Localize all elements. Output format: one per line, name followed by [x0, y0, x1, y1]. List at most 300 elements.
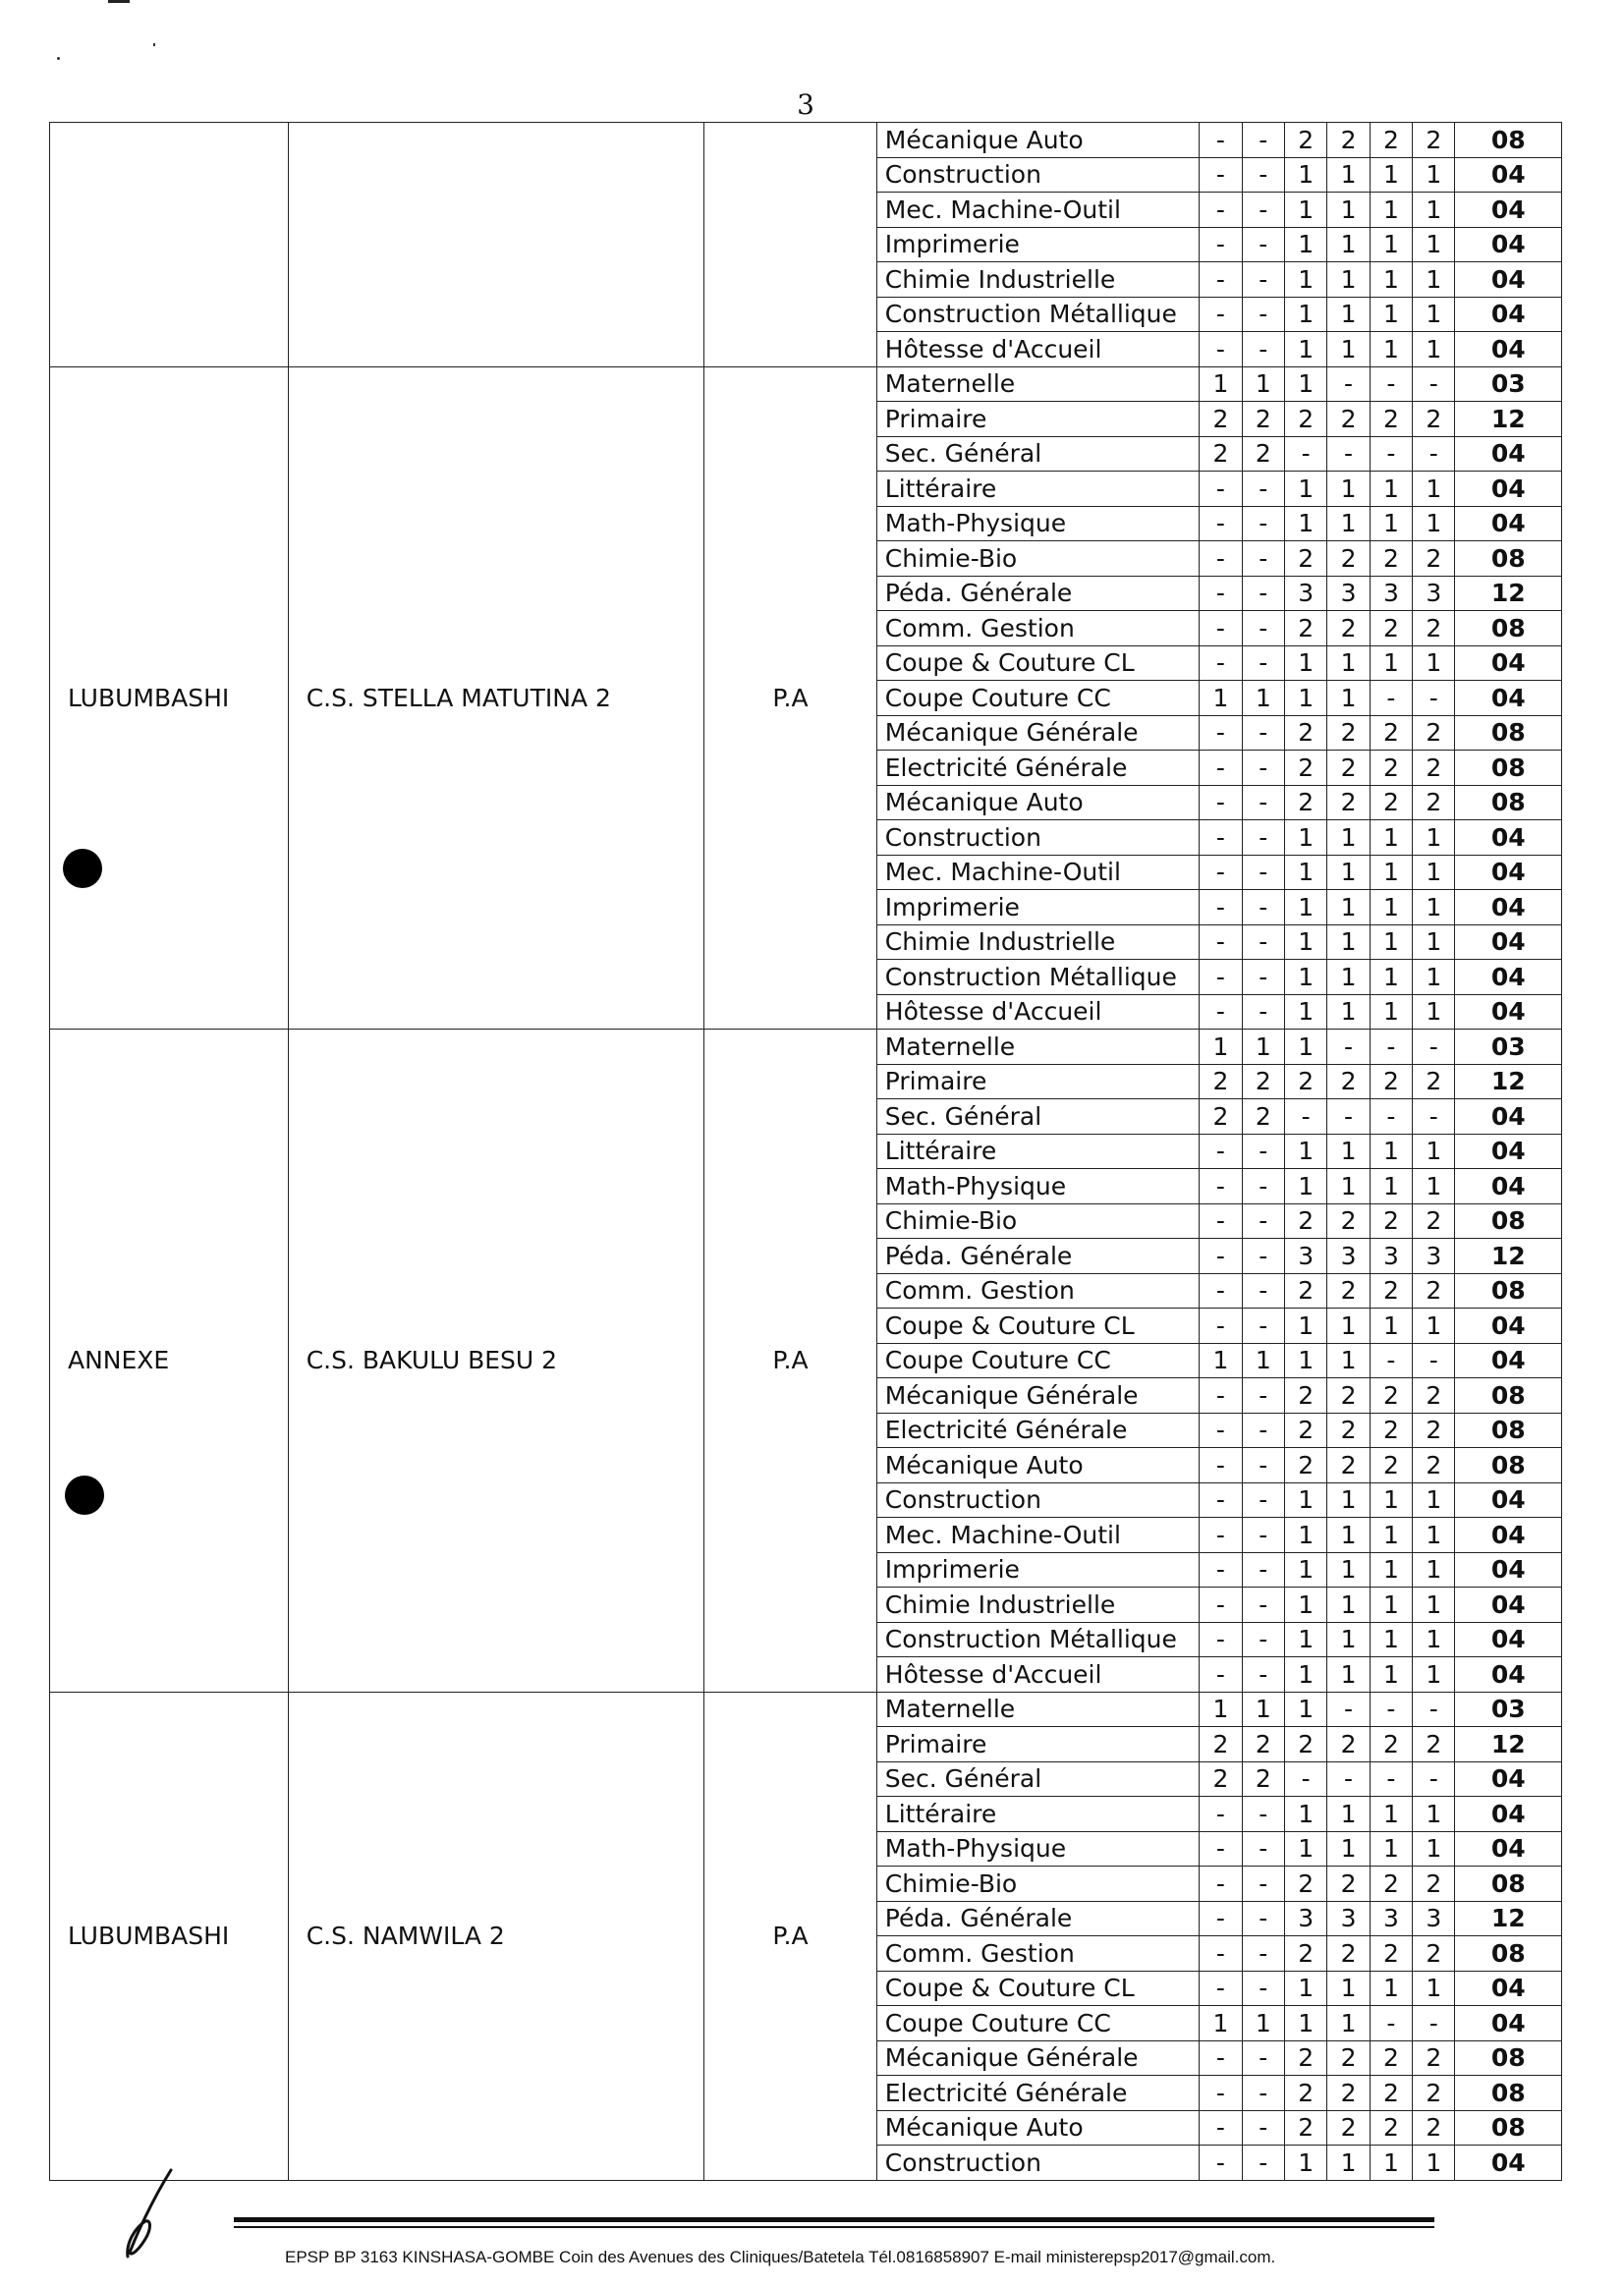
total-cell: 04 [1455, 1552, 1562, 1588]
class-count-cell: - [1413, 366, 1455, 402]
class-count-cell: - [1200, 332, 1242, 367]
class-count-cell: 1 [1284, 472, 1326, 507]
class-count-cell: 1 [1242, 681, 1284, 716]
option-cell: Construction [876, 820, 1199, 856]
class-count-cell: 1 [1327, 1588, 1370, 1623]
class-count-cell: - [1370, 436, 1412, 472]
class-count-cell: - [1242, 645, 1284, 681]
class-count-cell: 3 [1284, 1901, 1326, 1936]
class-count-cell: 1 [1413, 472, 1455, 507]
class-count-cell: - [1242, 2076, 1284, 2111]
class-count-cell: - [1242, 1936, 1284, 1972]
class-count-cell: 3 [1413, 576, 1455, 611]
class-count-cell: - [1413, 1692, 1455, 1727]
class-count-cell: 1 [1370, 332, 1412, 367]
option-cell: Chimie Industrielle [876, 262, 1199, 298]
class-count-cell: - [1284, 1761, 1326, 1797]
class-count-cell: 1 [1327, 1971, 1370, 2006]
class-count-cell: - [1242, 1901, 1284, 1936]
scan-speck [153, 43, 155, 46]
class-count-cell: 2 [1413, 1727, 1455, 1762]
class-count-cell: 1 [1284, 681, 1326, 716]
class-count-cell: 1 [1327, 1552, 1370, 1588]
class-count-cell: 1 [1327, 2006, 1370, 2041]
class-count-cell: - [1200, 1622, 1242, 1657]
class-count-cell: 1 [1370, 1309, 1412, 1344]
class-count-cell: 1 [1327, 227, 1370, 262]
class-count-cell: - [1370, 1692, 1412, 1727]
class-count-cell: 1 [1413, 924, 1455, 960]
class-count-cell: - [1242, 193, 1284, 228]
class-count-cell: 1 [1284, 890, 1326, 925]
class-count-cell: - [1242, 994, 1284, 1030]
footer-address: EPSP BP 3163 KINSHASA-GOMBE Coin des Avenues des Cliniques/Batetela Tél.0816858907 E-mail ministerepsp2017@gmail.com. [285, 2248, 1276, 2266]
total-cell: 04 [1455, 472, 1562, 507]
option-cell: Maternelle [876, 1692, 1199, 1727]
class-count-cell: 2 [1242, 1727, 1284, 1762]
class-count-cell: - [1200, 227, 1242, 262]
city-cell: LUBUMBASHI [50, 366, 289, 1030]
option-cell: Imprimerie [876, 1552, 1199, 1588]
class-count-cell: 2 [1200, 1064, 1242, 1099]
class-count-cell: 1 [1370, 1797, 1412, 1832]
class-count-cell: 3 [1370, 576, 1412, 611]
class-count-cell: - [1200, 611, 1242, 646]
class-count-cell: 1 [1284, 1518, 1326, 1553]
class-count-cell: 1 [1242, 366, 1284, 402]
class-count-cell: - [1242, 472, 1284, 507]
class-count-cell: - [1327, 366, 1370, 402]
class-count-cell: 1 [1284, 1797, 1326, 1832]
class-count-cell: 2 [1370, 2040, 1412, 2076]
class-count-cell: - [1242, 1413, 1284, 1448]
class-count-cell: 1 [1413, 645, 1455, 681]
option-cell: Maternelle [876, 1030, 1199, 1065]
class-count-cell: 1 [1370, 227, 1412, 262]
class-count-cell: - [1370, 1099, 1412, 1135]
class-count-cell: 1 [1370, 193, 1412, 228]
class-count-cell: 2 [1370, 1936, 1412, 1972]
class-count-cell: - [1370, 2006, 1412, 2041]
class-count-cell: 1 [1370, 157, 1412, 193]
class-count-cell: - [1370, 681, 1412, 716]
class-count-cell: - [1200, 2040, 1242, 2076]
class-count-cell: 1 [1284, 157, 1326, 193]
class-count-cell: 2 [1284, 1448, 1326, 1483]
total-cell: 04 [1455, 506, 1562, 541]
class-count-cell: 2 [1327, 123, 1370, 158]
class-count-cell: - [1242, 332, 1284, 367]
option-cell: Mécanique Générale [876, 715, 1199, 751]
class-count-cell: 2 [1370, 1448, 1412, 1483]
class-count-cell: 1 [1370, 472, 1412, 507]
class-count-cell: 2 [1327, 2110, 1370, 2146]
class-count-cell: 2 [1370, 1378, 1412, 1414]
class-count-cell: 1 [1370, 1588, 1412, 1623]
class-count-cell: 1 [1327, 472, 1370, 507]
footer-rule-thick [234, 2217, 1434, 2222]
class-count-cell: - [1200, 472, 1242, 507]
total-cell: 04 [1455, 924, 1562, 960]
class-count-cell: 1 [1413, 1831, 1455, 1867]
class-count-cell: 2 [1370, 1867, 1412, 1902]
option-cell: Electricité Générale [876, 2076, 1199, 2111]
class-count-cell: - [1370, 366, 1412, 402]
class-count-cell: 2 [1284, 611, 1326, 646]
class-count-cell: 1 [1327, 1134, 1370, 1169]
class-count-cell: 1 [1370, 262, 1412, 298]
class-count-cell: 3 [1413, 1239, 1455, 1274]
total-cell: 04 [1455, 1134, 1562, 1169]
class-count-cell: 1 [1370, 1971, 1412, 2006]
nature-cell: P.A [704, 366, 877, 1030]
class-count-cell: 1 [1413, 1309, 1455, 1344]
total-cell: 04 [1455, 1831, 1562, 1867]
class-count-cell: 2 [1413, 1378, 1455, 1414]
class-count-cell: - [1242, 576, 1284, 611]
class-count-cell: 2 [1327, 1273, 1370, 1309]
class-count-cell: - [1242, 785, 1284, 820]
class-count-cell: 2 [1327, 402, 1370, 437]
total-cell: 08 [1455, 2076, 1562, 2111]
class-count-cell: - [1242, 506, 1284, 541]
class-count-cell: 1 [1284, 366, 1326, 402]
class-count-cell: 3 [1284, 1239, 1326, 1274]
class-count-cell: 1 [1284, 227, 1326, 262]
class-count-cell: - [1200, 1831, 1242, 1867]
class-count-cell: 1 [1370, 506, 1412, 541]
class-count-cell: 1 [1284, 855, 1326, 890]
class-count-cell: - [1200, 1518, 1242, 1553]
class-count-cell: 1 [1327, 262, 1370, 298]
class-count-cell: - [1200, 506, 1242, 541]
class-count-cell: 1 [1200, 1692, 1242, 1727]
table-row [50, 366, 1562, 402]
class-count-cell: 2 [1370, 715, 1412, 751]
class-count-cell: 1 [1370, 2146, 1412, 2181]
class-count-cell: - [1413, 1343, 1455, 1378]
class-count-cell: - [1242, 2110, 1284, 2146]
class-count-cell: - [1200, 1203, 1242, 1239]
class-count-cell: - [1200, 1482, 1242, 1518]
class-count-cell: - [1200, 576, 1242, 611]
class-count-cell: 1 [1327, 855, 1370, 890]
total-cell: 04 [1455, 262, 1562, 298]
class-count-cell: 1 [1327, 1797, 1370, 1832]
class-count-cell: 2 [1413, 611, 1455, 646]
class-count-cell: 1 [1327, 960, 1370, 995]
class-count-cell: 2 [1327, 2076, 1370, 2111]
class-count-cell: 1 [1413, 1971, 1455, 2006]
class-count-cell: 2 [1370, 1064, 1412, 1099]
class-count-cell: 1 [1370, 960, 1412, 995]
class-count-cell: 1 [1370, 1134, 1412, 1169]
total-cell: 04 [1455, 855, 1562, 890]
option-cell: Construction Métallique [876, 297, 1199, 332]
class-count-cell: 1 [1327, 890, 1370, 925]
option-cell: Comm. Gestion [876, 611, 1199, 646]
class-count-cell: 1 [1284, 1134, 1326, 1169]
class-count-cell: 2 [1284, 1936, 1326, 1972]
class-count-cell: 2 [1370, 123, 1412, 158]
total-cell: 08 [1455, 1273, 1562, 1309]
class-count-cell: 1 [1413, 193, 1455, 228]
class-count-cell: 1 [1327, 1831, 1370, 1867]
option-cell: Mécanique Générale [876, 2040, 1199, 2076]
class-count-cell: - [1200, 1971, 1242, 2006]
option-cell: Comm. Gestion [876, 1936, 1199, 1972]
class-count-cell: 2 [1284, 1203, 1326, 1239]
class-count-cell: 2 [1327, 1867, 1370, 1902]
class-count-cell: - [1242, 1309, 1284, 1344]
class-count-cell: 2 [1242, 402, 1284, 437]
class-count-cell: 1 [1200, 1030, 1242, 1065]
nature-cell [704, 123, 877, 367]
class-count-cell: 1 [1327, 1343, 1370, 1378]
option-cell: Math-Physique [876, 506, 1199, 541]
class-count-cell: - [1284, 436, 1326, 472]
class-count-cell: 1 [1370, 994, 1412, 1030]
option-cell: Coupe Couture CC [876, 681, 1199, 716]
class-count-cell: - [1200, 1588, 1242, 1623]
class-count-cell: 2 [1370, 1203, 1412, 1239]
class-count-cell: - [1242, 2146, 1284, 2181]
total-cell: 12 [1455, 1727, 1562, 1762]
option-cell: Chimie-Bio [876, 1203, 1199, 1239]
class-count-cell: - [1200, 645, 1242, 681]
total-cell: 12 [1455, 1901, 1562, 1936]
class-count-cell: 1 [1284, 924, 1326, 960]
class-count-cell: - [1242, 2040, 1284, 2076]
class-count-cell: 2 [1370, 751, 1412, 786]
total-cell: 04 [1455, 1761, 1562, 1797]
option-cell: Math-Physique [876, 1169, 1199, 1204]
class-count-cell: 1 [1284, 2146, 1326, 2181]
class-count-cell: 1 [1327, 994, 1370, 1030]
class-count-cell: - [1242, 1552, 1284, 1588]
class-count-cell: - [1370, 1761, 1412, 1797]
schools-options-table [49, 122, 1562, 2181]
total-cell: 04 [1455, 1971, 1562, 2006]
total-cell: 08 [1455, 1413, 1562, 1448]
class-count-cell: 1 [1413, 1482, 1455, 1518]
class-count-cell: - [1242, 1831, 1284, 1867]
option-cell: Hôtesse d'Accueil [876, 1657, 1199, 1693]
class-count-cell: 3 [1370, 1239, 1412, 1274]
class-count-cell: 1 [1413, 332, 1455, 367]
option-cell: Mécanique Auto [876, 123, 1199, 158]
class-count-cell: 1 [1413, 1552, 1455, 1588]
handwritten-signature [122, 2166, 181, 2264]
class-count-cell: 1 [1327, 1657, 1370, 1693]
class-count-cell: - [1200, 1867, 1242, 1902]
total-cell: 04 [1455, 1169, 1562, 1204]
option-cell: Imprimerie [876, 890, 1199, 925]
class-count-cell: 1 [1200, 681, 1242, 716]
school-cell: C.S. NAMWILA 2 [288, 1692, 703, 2180]
class-count-cell: - [1200, 751, 1242, 786]
class-count-cell: 2 [1284, 1378, 1326, 1414]
class-count-cell: 1 [1284, 193, 1326, 228]
class-count-cell: - [1413, 1030, 1455, 1065]
class-count-cell: 2 [1327, 1448, 1370, 1483]
class-count-cell: - [1242, 1622, 1284, 1657]
class-count-cell: 2 [1327, 1727, 1370, 1762]
class-count-cell: - [1242, 1273, 1284, 1309]
total-cell: 04 [1455, 227, 1562, 262]
class-count-cell: 2 [1284, 1064, 1326, 1099]
class-count-cell: - [1242, 541, 1284, 577]
class-count-cell: 2 [1413, 1273, 1455, 1309]
total-cell: 12 [1455, 402, 1562, 437]
class-count-cell: 1 [1413, 820, 1455, 856]
class-count-cell: 2 [1413, 715, 1455, 751]
nature-cell: P.A [704, 1030, 877, 1693]
total-cell: 04 [1455, 1622, 1562, 1657]
class-count-cell: - [1242, 227, 1284, 262]
option-cell: Sec. Général [876, 1099, 1199, 1135]
class-count-cell: 1 [1327, 645, 1370, 681]
class-count-cell: 1 [1284, 1831, 1326, 1867]
class-count-cell: 1 [1413, 994, 1455, 1030]
class-count-cell: 1 [1200, 366, 1242, 402]
class-count-cell: 1 [1284, 820, 1326, 856]
total-cell: 12 [1455, 576, 1562, 611]
class-count-cell: 2 [1370, 611, 1412, 646]
class-count-cell: 1 [1370, 1482, 1412, 1518]
school-cell: C.S. STELLA MATUTINA 2 [288, 366, 703, 1030]
class-count-cell: 1 [1327, 1622, 1370, 1657]
class-count-cell: - [1242, 157, 1284, 193]
scan-dash-mark [108, 0, 130, 3]
class-count-cell: 3 [1413, 1901, 1455, 1936]
class-count-cell: 1 [1327, 1169, 1370, 1204]
class-count-cell: - [1242, 1378, 1284, 1414]
option-cell: Construction [876, 1482, 1199, 1518]
class-count-cell: 1 [1370, 820, 1412, 856]
option-cell: Maternelle [876, 366, 1199, 402]
table-row [50, 123, 1562, 158]
class-count-cell: 2 [1413, 1413, 1455, 1448]
class-count-cell: - [1327, 1761, 1370, 1797]
option-cell: Coupe & Couture CL [876, 645, 1199, 681]
option-cell: Chimie Industrielle [876, 1588, 1199, 1623]
class-count-cell: - [1242, 855, 1284, 890]
class-count-cell: - [1200, 2076, 1242, 2111]
class-count-cell: 2 [1200, 436, 1242, 472]
class-count-cell: 2 [1200, 1727, 1242, 1762]
class-count-cell: 1 [1370, 645, 1412, 681]
option-cell: Mec. Machine-Outil [876, 193, 1199, 228]
class-count-cell: 1 [1413, 1797, 1455, 1832]
class-count-cell: - [1242, 924, 1284, 960]
class-count-cell: - [1284, 1099, 1326, 1135]
option-cell: Construction Métallique [876, 1622, 1199, 1657]
class-count-cell: 1 [1200, 2006, 1242, 2041]
option-cell: Construction Métallique [876, 960, 1199, 995]
option-cell: Mécanique Auto [876, 1448, 1199, 1483]
class-count-cell: - [1200, 1273, 1242, 1309]
class-count-cell: - [1242, 1518, 1284, 1553]
class-count-cell: 1 [1370, 1831, 1412, 1867]
total-cell: 04 [1455, 2146, 1562, 2181]
class-count-cell: 2 [1327, 541, 1370, 577]
class-count-cell: - [1200, 1448, 1242, 1483]
class-count-cell: 2 [1327, 1936, 1370, 1972]
class-count-cell: 1 [1413, 1134, 1455, 1169]
class-count-cell: 1 [1284, 506, 1326, 541]
class-count-cell: 1 [1413, 506, 1455, 541]
option-cell: Littéraire [876, 1797, 1199, 1832]
class-count-cell: 2 [1413, 2040, 1455, 2076]
total-cell: 08 [1455, 1378, 1562, 1414]
class-count-cell: 2 [1327, 1413, 1370, 1448]
class-count-cell: 1 [1284, 645, 1326, 681]
option-cell: Hôtesse d'Accueil [876, 332, 1199, 367]
total-cell: 04 [1455, 1099, 1562, 1135]
class-count-cell: 1 [1413, 1657, 1455, 1693]
class-count-cell: 2 [1370, 1413, 1412, 1448]
class-count-cell: - [1242, 123, 1284, 158]
table-row [50, 1692, 1562, 1727]
class-count-cell: 1 [1370, 855, 1412, 890]
class-count-cell: 2 [1242, 436, 1284, 472]
city-cell: ANNEXE [50, 1030, 289, 1693]
class-count-cell: 1 [1370, 1552, 1412, 1588]
class-count-cell: 1 [1413, 297, 1455, 332]
class-count-cell: 2 [1327, 611, 1370, 646]
class-count-cell: - [1327, 1030, 1370, 1065]
class-count-cell: 1 [1413, 2146, 1455, 2181]
city-cell: LUBUMBASHI [50, 1692, 289, 2180]
total-cell: 04 [1455, 960, 1562, 995]
class-count-cell: - [1200, 924, 1242, 960]
class-count-cell: 2 [1284, 1867, 1326, 1902]
class-count-cell: - [1242, 751, 1284, 786]
class-count-cell: 1 [1242, 1343, 1284, 1378]
option-cell: Coupe Couture CC [876, 1343, 1199, 1378]
table-row [50, 1030, 1562, 1065]
class-count-cell: 1 [1370, 297, 1412, 332]
class-count-cell: - [1200, 1797, 1242, 1832]
class-count-cell: - [1200, 1413, 1242, 1448]
class-count-cell: 2 [1327, 785, 1370, 820]
class-count-cell: 1 [1242, 2006, 1284, 2041]
option-cell: Math-Physique [876, 1831, 1199, 1867]
total-cell: 08 [1455, 123, 1562, 158]
option-cell: Coupe Couture CC [876, 2006, 1199, 2041]
class-count-cell: 2 [1327, 1378, 1370, 1414]
class-count-cell: - [1200, 960, 1242, 995]
class-count-cell: 1 [1327, 332, 1370, 367]
option-cell: Mécanique Auto [876, 785, 1199, 820]
class-count-cell: 2 [1327, 751, 1370, 786]
class-count-cell: - [1242, 1657, 1284, 1693]
class-count-cell: 1 [1284, 1169, 1326, 1204]
class-count-cell: 2 [1284, 1413, 1326, 1448]
page-number: 3 [797, 88, 814, 121]
option-cell: Comm. Gestion [876, 1273, 1199, 1309]
class-count-cell: - [1200, 262, 1242, 298]
total-cell: 08 [1455, 1867, 1562, 1902]
class-count-cell: 2 [1284, 123, 1326, 158]
class-count-cell: 2 [1200, 402, 1242, 437]
class-count-cell: - [1200, 1309, 1242, 1344]
class-count-cell: - [1200, 123, 1242, 158]
class-count-cell: - [1370, 1343, 1412, 1378]
option-cell: Littéraire [876, 1134, 1199, 1169]
class-count-cell: 1 [1413, 227, 1455, 262]
